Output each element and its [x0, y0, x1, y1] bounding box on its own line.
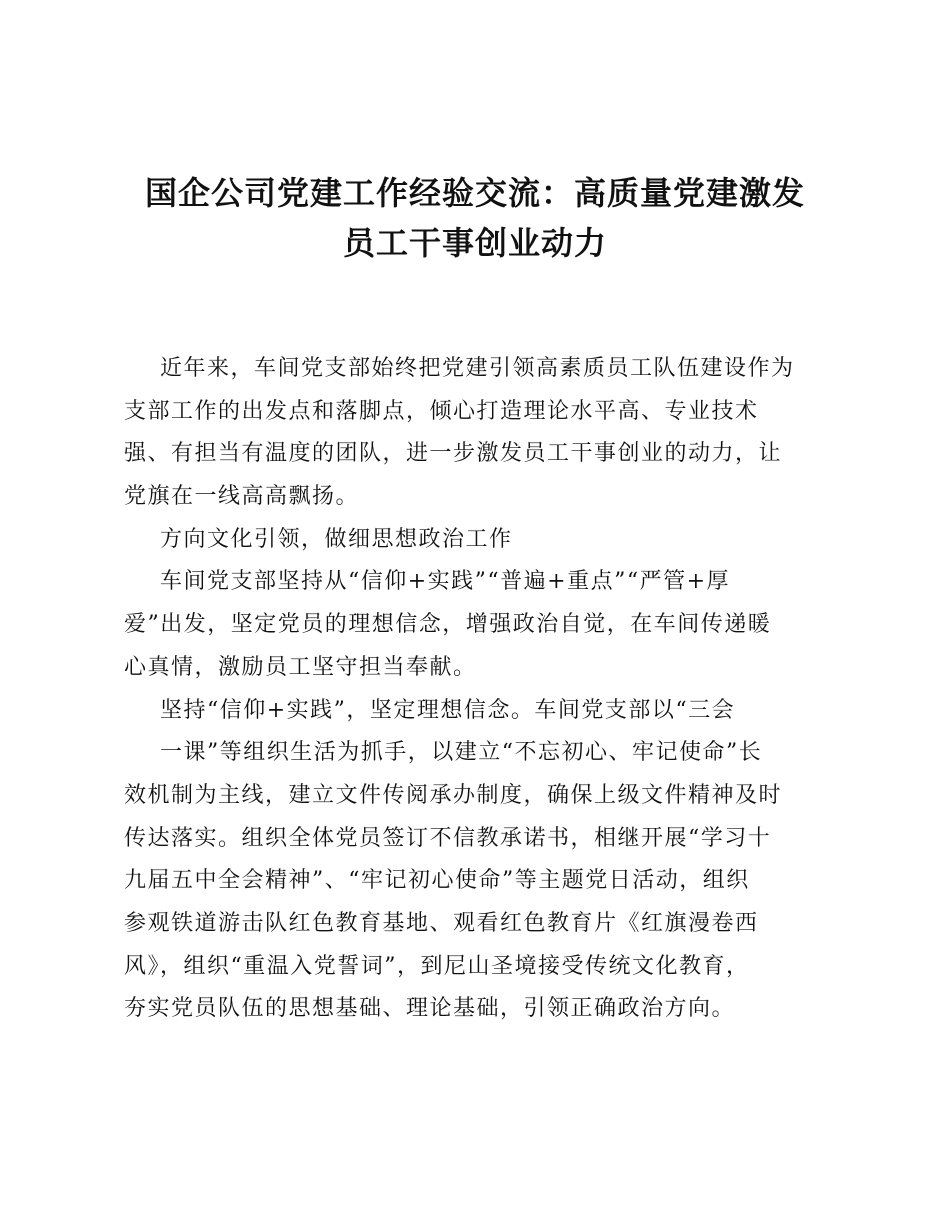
text-line: 车间党支部坚持从“信仰+实践”“普遍+重点”“严管+厚 — [160, 569, 731, 595]
title-line-1: 国企公司党建工作经验交流：高质量党建激发 — [144, 174, 805, 212]
text-line: 心真情，激励员工坚守担当奉献。 — [124, 654, 477, 680]
text-line: 效机制为主线，建立文件传阅承办制度，确保上级文件精神及时 — [124, 782, 783, 808]
text-line: 夯实党员队伍的思想基础、理论基础，引领正确政治方向。 — [124, 996, 736, 1022]
title-line-2: 员工干事创业动力 — [342, 224, 607, 262]
text-line: 近年来，车间党支部始终把党建引领高素质员工队伍建设作为 — [160, 356, 795, 381]
text-line: 九届五中全会精神”、“牢记初心使命”等主题党日活动，组织 — [124, 868, 750, 894]
section-heading: 方向文化引领，做细思想政治工作 — [160, 526, 513, 552]
text-line: 参观铁道游击队红色教育基地、观看红色教育片《红旗漫卷西 — [124, 910, 759, 936]
document-body — [124, 348, 829, 1031]
text-line: 风》，组织“重温入党誓词”，到尼山圣境接受传统文化教育， — [124, 953, 750, 979]
text-line: 支部工作的出发点和落脚点，倾心打造理论水平高、专业技术 — [124, 398, 759, 424]
document-title — [110, 168, 840, 268]
text-line: 一课”等组织生活为抓手，以建立“不忘初心、牢记使命”长 — [160, 740, 763, 766]
text-line: 强、有担当有温度的团队，进一步激发员工干事创业的动力，让 — [124, 441, 783, 467]
text-line: 爱”出发，坚定党员的理想信念，增强政治自觉，在车间传递暖 — [124, 612, 772, 638]
text-line: 传达落实。组织全体党员签订不信教承诺书，相继开展“学习十 — [124, 825, 772, 851]
text-line: 党旗在一线高高飘扬。 — [124, 484, 360, 510]
text-line: 坚持“信仰+实践”，坚定理想信念。车间党支部以“三会 — [160, 697, 736, 723]
